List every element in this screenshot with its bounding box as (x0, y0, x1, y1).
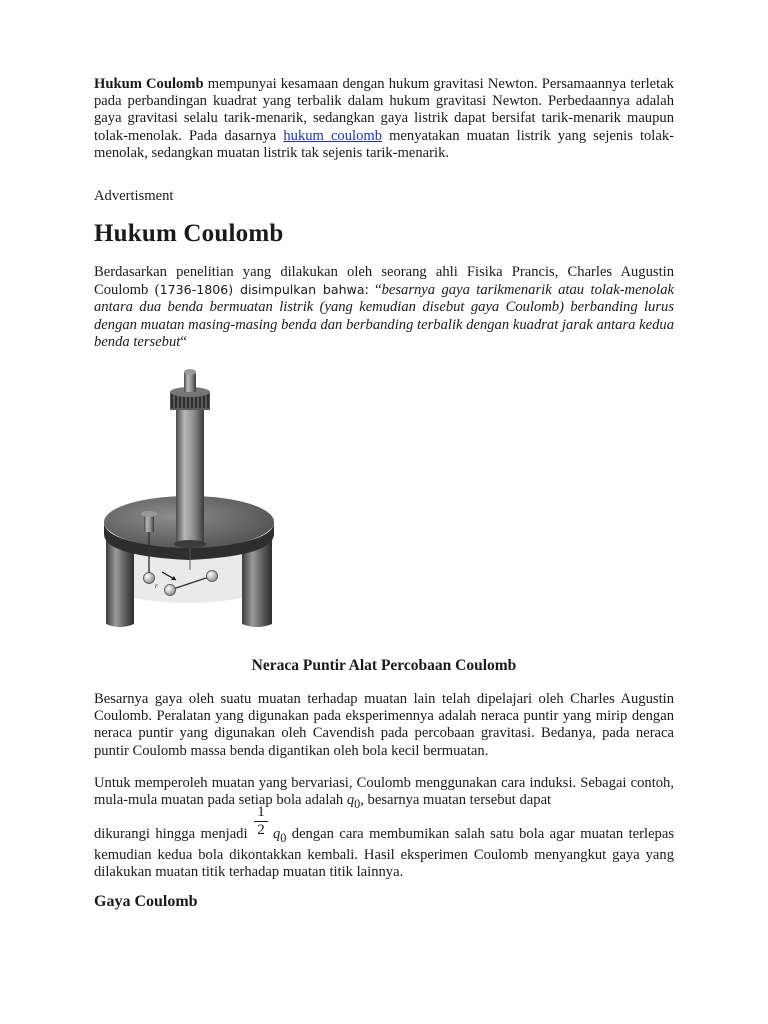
small-post-cap (141, 511, 157, 517)
intro-text-b: menyatakan muatan listrik yang sejenis tolak-menolak, sedangkan muatan listrik tak sejenis tarik-menarik. (94, 127, 674, 161)
research-years: 1736-1806 (159, 282, 229, 298)
fixed-ball (144, 573, 155, 584)
research-text-c: : “ (364, 282, 382, 299)
reduced-q0-sub: 0 (280, 830, 287, 845)
research-text-d: “ (180, 333, 187, 350)
knob-top (184, 369, 196, 375)
center-column (176, 406, 204, 544)
torsion-balance-illustration (94, 362, 294, 634)
section-subheading: Gaya Coulomb (94, 893, 198, 910)
reduced-text-b: dengan cara membumikan salah satu bola agar muatan terlepas kemudian kedua bola dikontakkan kembali. Hasil eksperimen Coulomb menyangkut gaya yang dilakukan muatan titik terhadap muatan titik lainnya. (94, 826, 674, 881)
reduced-text-a: dikurangi hingga menjadi (94, 826, 253, 842)
rod-ball-left (165, 585, 176, 596)
figure-caption: Neraca Puntir Alat Percobaan Coulomb (251, 657, 517, 674)
research-text-b: ) disimpulkan bahwa (228, 282, 365, 298)
research-paragraph (94, 264, 674, 351)
rod-ball-right (207, 571, 218, 582)
research-quote: besarnya gaya tarikmenarik atau tolak-menolak antara dua benda bermuatan listrik (yang kemudian disebut gaya Coulomb) berbanding lurus dengan muatan masing-masing benda dan berbanding terbalik dengan kuadrat jarak antara kedua benda tersebut (94, 282, 674, 350)
intro-text-a: mempunyai kesamaan dengan hukum gravitasi Newton. Persamaannya terletak pada perbandingan kuadrat yang terbalik dalam hukum gravitasi Newton. Perbedaannya adalah gaya gravitasi selalu tarik-menarik, sedangkan gaya listrik dapat bersifat tarik-menarik maupun tolak-menolak. Pada dasarnya (94, 76, 674, 144)
hukum-coulomb-link[interactable]: hukum coulomb (283, 127, 383, 144)
reduced-paragraph (94, 826, 674, 882)
fraction-denominator: 2 (257, 822, 265, 838)
intro-paragraph (94, 76, 674, 162)
intro-lead: Hukum Coulomb (94, 76, 204, 92)
reduced-q0: q (272, 826, 281, 842)
page-title: Hukum Coulomb (94, 220, 284, 247)
induction-q0: q (346, 792, 355, 809)
advertisment-label: Advertisment (94, 188, 174, 204)
column-base (174, 540, 206, 548)
research-text-a: Berdasarkan penelitian yang dilakukan oleh seorang ahli Fisika Prancis, Charles Augustin Coulomb ( (94, 264, 674, 299)
distance-label: r (155, 582, 158, 590)
fraction-numerator: 1 (254, 804, 268, 822)
induction-paragraph (94, 775, 674, 813)
balance-paragraph: Besarnya gaya oleh suatu muatan terhadap muatan lain telah dipelajari oleh Charles Augustin Coulomb. Peralatan yang digunakan pada eksperimennya adalah neraca puntir yang mirip dengan neraca puntir yang digunakan oleh Cavendish pada percobaan gravitasi. Bedanya, pada neraca puntir Coulomb massa benda digantikan oleh bola kecil bermuatan. (94, 691, 674, 759)
induction-text-b: , besarnya muatan tersebut dapat (360, 792, 552, 809)
induction-text-a: Untuk memperoleh muatan yang bervariasi, Coulomb menggunakan cara induksi. Sebagai contoh, mula-mula muatan pada setiap bola adalah (94, 775, 674, 809)
induction-q0-sub: 0 (354, 797, 361, 812)
